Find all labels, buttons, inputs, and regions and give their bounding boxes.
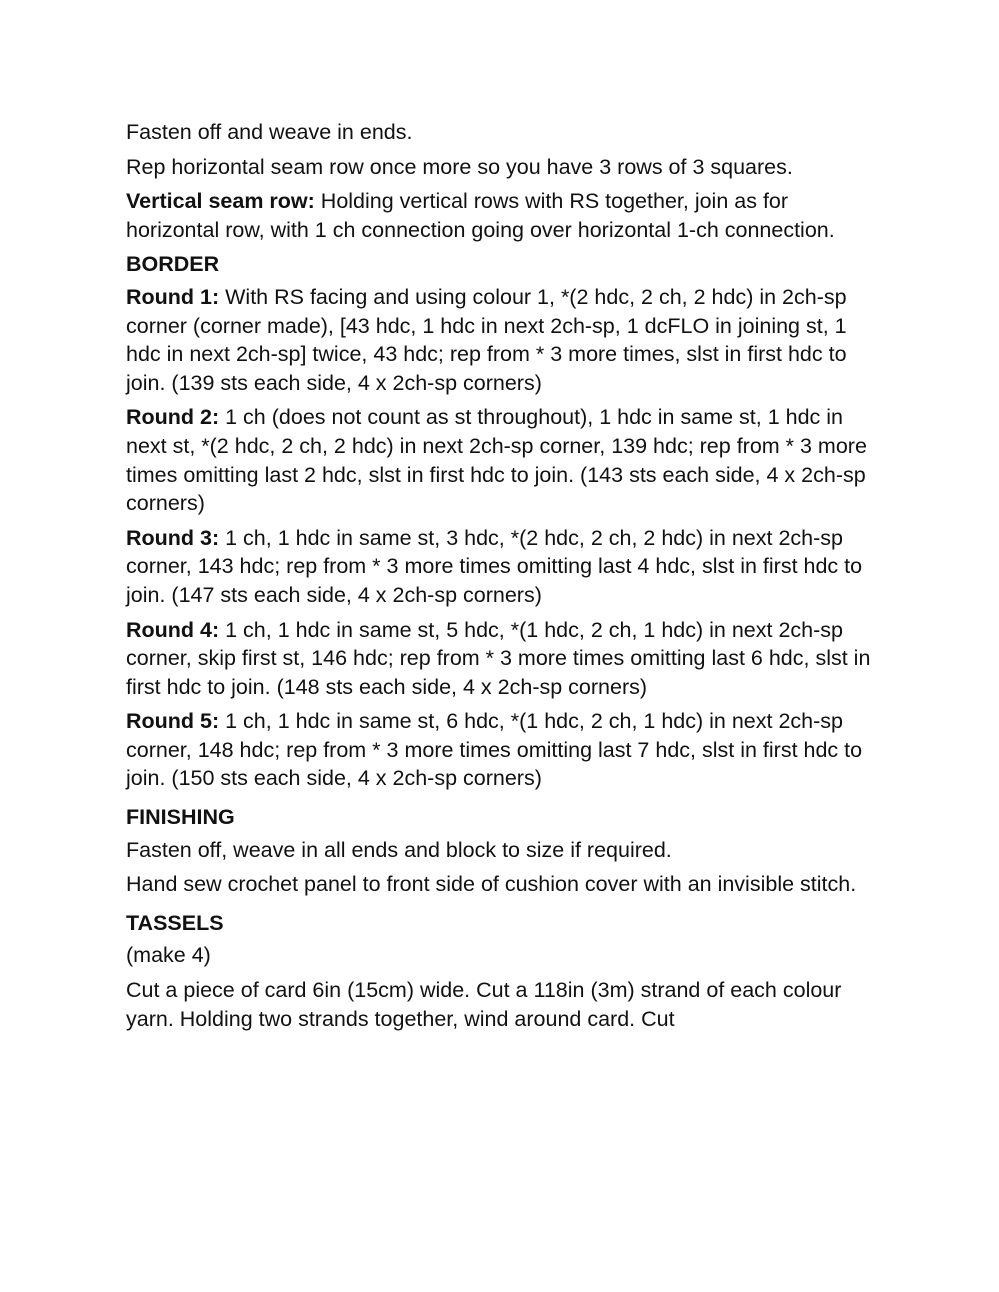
finishing-hand-sew: Hand sew crochet panel to front side of cushion cover with an invisible stitch. xyxy=(126,872,857,897)
round-1 xyxy=(126,283,886,397)
border-heading: BORDER xyxy=(126,252,220,277)
finishing-heading: FINISHING xyxy=(126,805,235,830)
round-2-label: Round 2: xyxy=(126,405,220,430)
vertical-seam-text: Holding vertical rows with RS together, join as for horizontal row, with 1 ch connection going over horizontal 1-ch connection. xyxy=(126,189,835,242)
tassels-cut-card: Cut a piece of card 6in (15cm) wide. Cut a 118in (3m) strand of each colour yarn. Holding two strands together, wind around card. Cut xyxy=(126,978,842,1031)
round-2 xyxy=(126,403,886,517)
round-1-label: Round 1: xyxy=(126,284,220,309)
round-5-text: 1 ch, 1 hdc in same st, 6 hdc, *(1 hdc, 2 ch, 1 hdc) in next 2ch-sp corner, 148 hdc; rep from * 3 more times omitting last 7 hdc, slst in first hdc to join. (150 sts each side, 4 x 2ch-sp corners) xyxy=(126,709,863,791)
tassels-make-note: (make 4) xyxy=(126,943,211,968)
intro-rep-horizontal: Rep horizontal seam row once more so you have 3 rows of 3 squares. xyxy=(126,154,793,179)
intro-fasten-off: Fasten off and weave in ends. xyxy=(126,120,413,144)
tassels-heading: TASSELS xyxy=(126,910,224,935)
vertical-seam-row xyxy=(126,187,886,244)
round-4-label: Round 4: xyxy=(126,617,220,642)
round-1-text: With RS facing and using colour 1, *(2 hdc, 2 ch, 2 hdc) in 2ch-sp corner (corner made), [43 hdc, 1 hdc in next 2ch-sp, 1 dcFLO in joining st, 1 hdc in next 2ch-sp] twice, 43 hdc; rep from * 3 more times, slst in first hdc to join. (139 sts each side, 4 x 2ch-sp corners) xyxy=(126,284,847,395)
finishing-fasten-off: Fasten off, weave in all ends and block to size if required. xyxy=(126,837,672,862)
round-5 xyxy=(126,707,886,793)
document-page xyxy=(126,118,886,1039)
round-2-text: 1 ch (does not count as st throughout), 1 hdc in same st, 1 hdc in next st, *(2 hdc, 2 ch, 2 hdc) in next 2ch-sp corner, 139 hdc; rep from * 3 more times omitting last 2 hdc, slst in first hdc to join. (143 sts each side, 4 x 2ch-sp corners) xyxy=(126,405,867,516)
round-3 xyxy=(126,524,886,610)
round-5-label: Round 5: xyxy=(126,709,220,734)
round-4 xyxy=(126,616,886,702)
round-4-text: 1 ch, 1 hdc in same st, 5 hdc, *(1 hdc, 2 ch, 1 hdc) in next 2ch-sp corner, skip first st, 146 hdc; rep from * 3 more times omitting last 6 hdc, slst in first hdc to join. (148 sts each side, 4 x 2ch-sp corners) xyxy=(126,617,871,699)
round-3-label: Round 3: xyxy=(126,525,220,550)
vertical-seam-label: Vertical seam row: xyxy=(126,189,315,214)
round-3-text: 1 ch, 1 hdc in same st, 3 hdc, *(2 hdc, 2 ch, 2 hdc) in next 2ch-sp corner, 143 hdc; rep from * 3 more times omitting last 4 hdc, slst in first hdc to join. (147 sts each side, 4 x 2ch-sp corners) xyxy=(126,525,863,607)
